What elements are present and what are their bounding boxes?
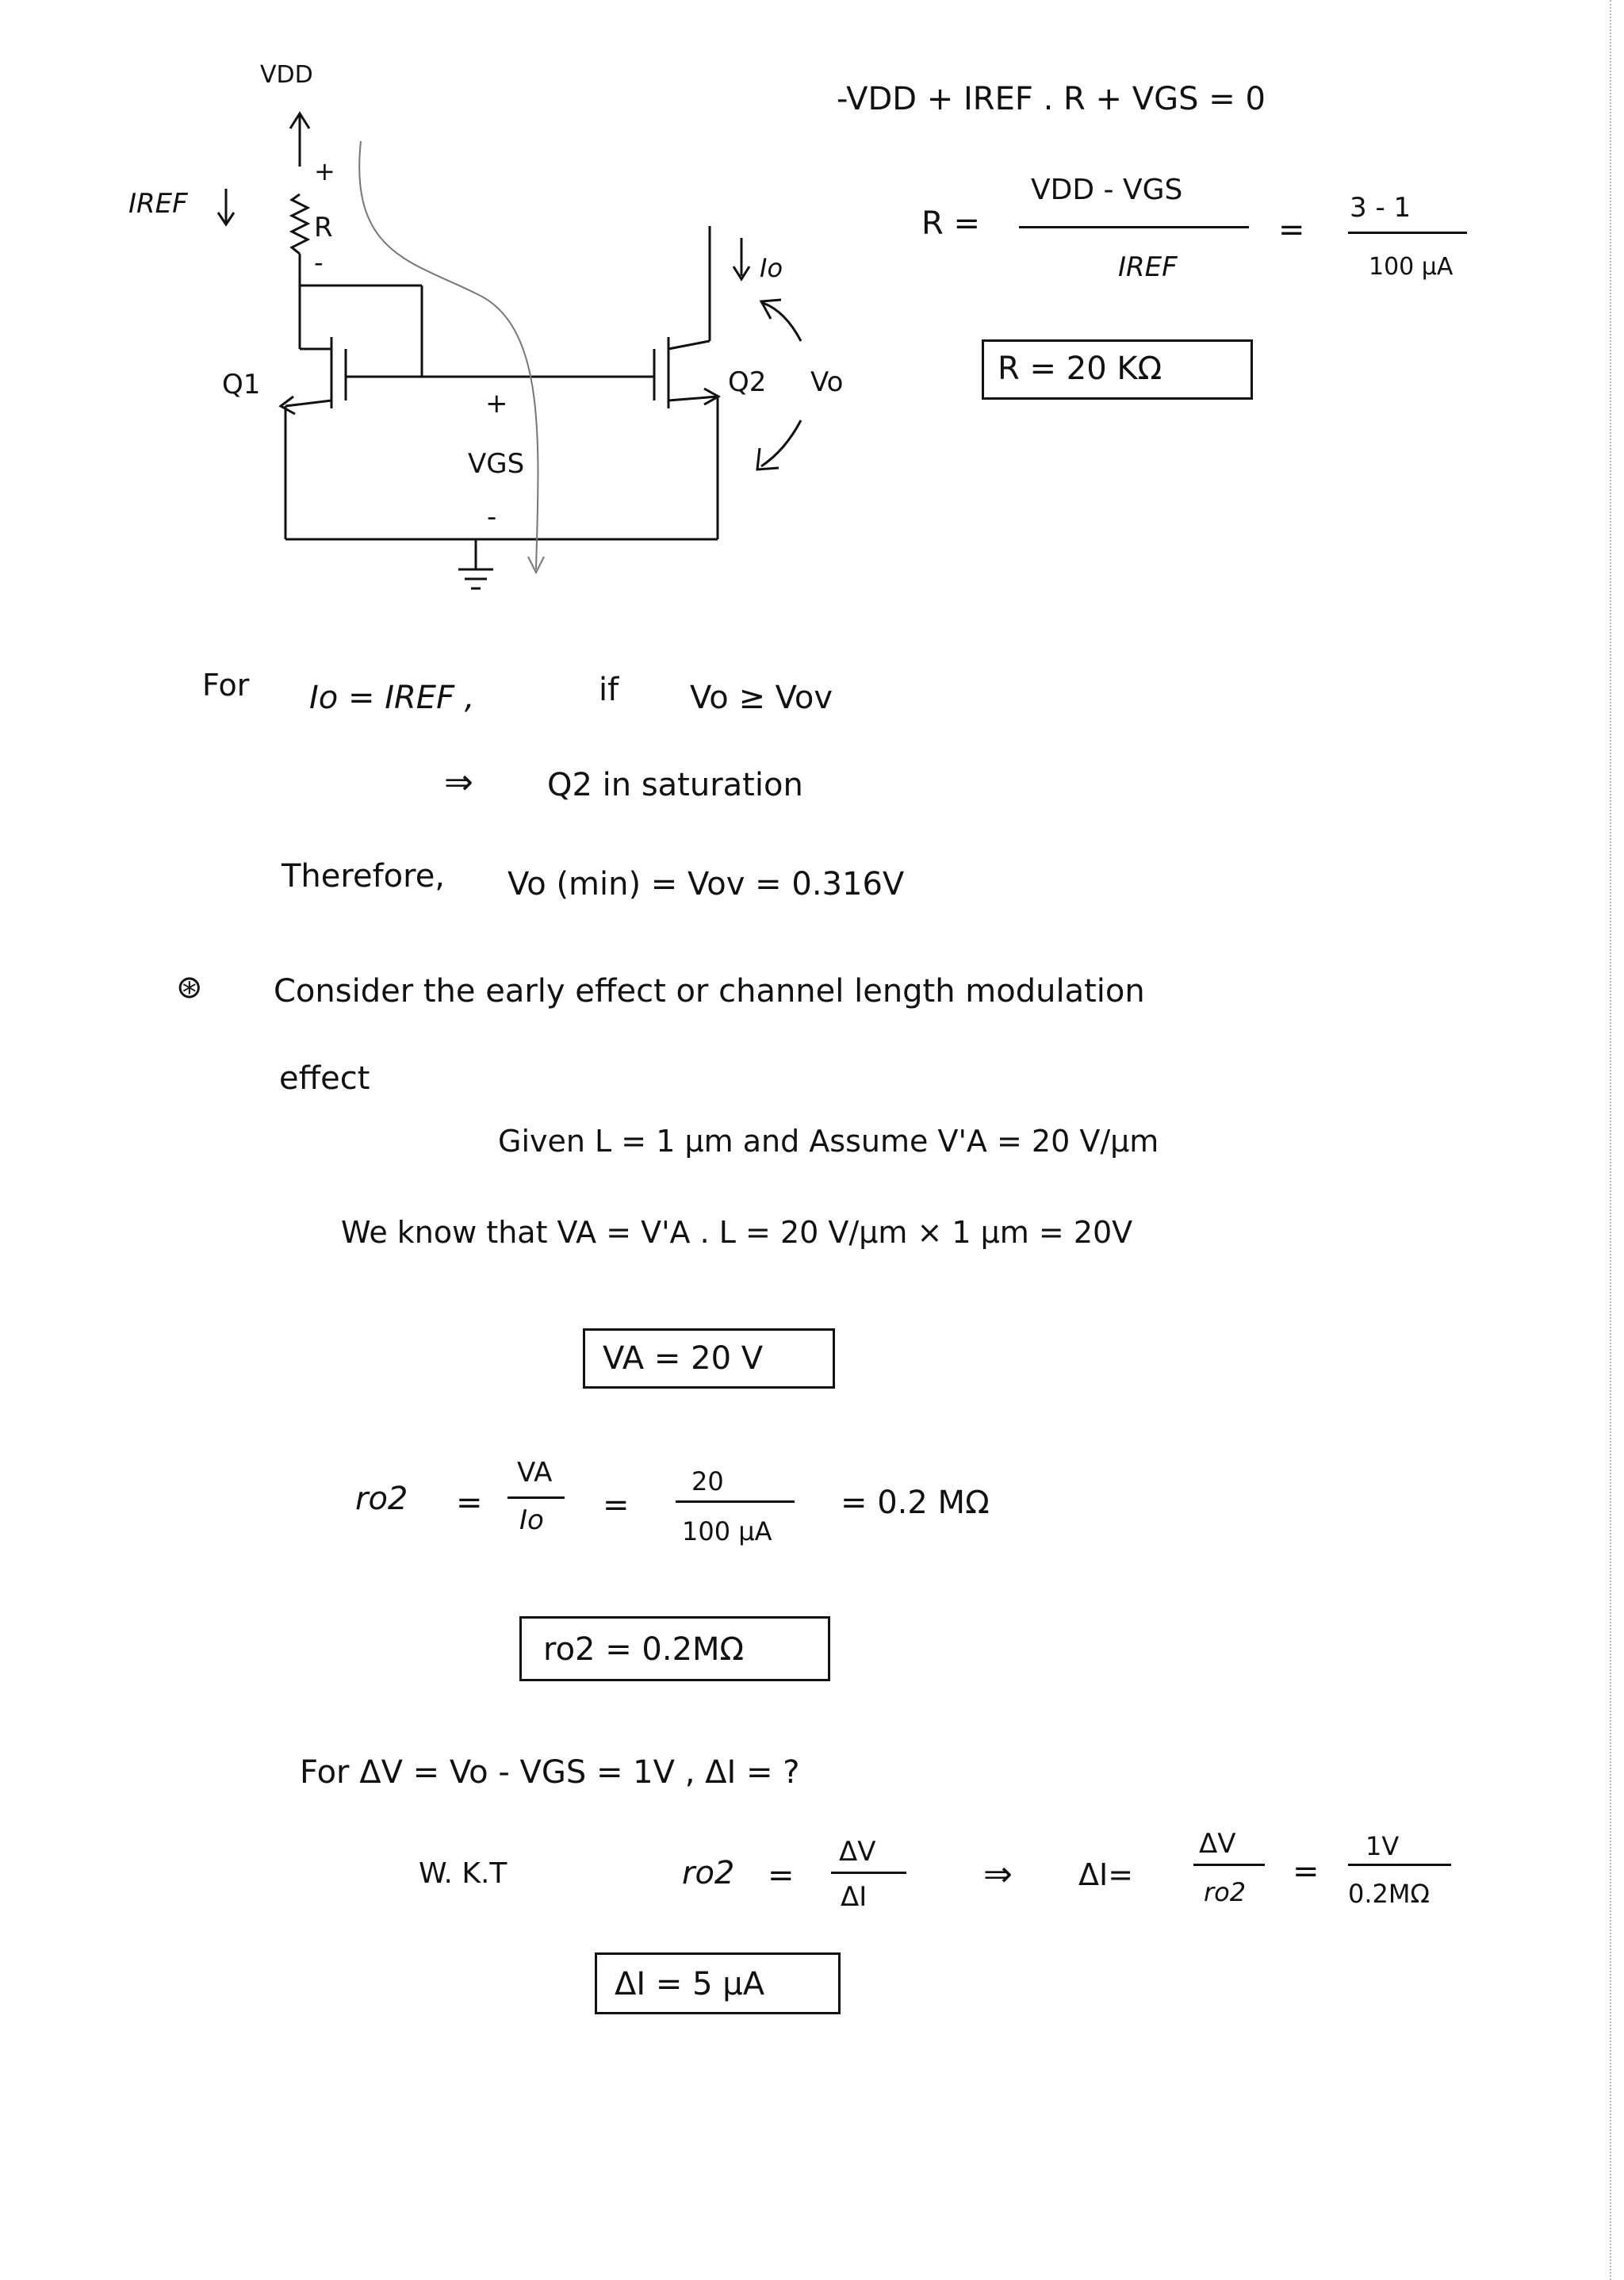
ro2-den-2: 100 μA bbox=[682, 1516, 772, 1546]
r-equation-denominator: IREF bbox=[1118, 251, 1178, 283]
therefore-label: Therefore, bbox=[282, 858, 446, 895]
di-result: ΔI = 5 μA bbox=[615, 1966, 765, 2002]
vo-ge-vov: Vo ≥ Vov bbox=[690, 680, 833, 716]
r-result: R = 20 KΩ bbox=[998, 351, 1162, 387]
ro2-lhs: ro2 bbox=[355, 1481, 408, 1517]
resistor-r bbox=[292, 194, 308, 254]
given-line: Given L = 1 μm and Assume V'A = 20 V/μm bbox=[498, 1124, 1159, 1159]
implies-arrow: ⇒ bbox=[444, 762, 473, 803]
va-result: VA = 20 V bbox=[603, 1340, 764, 1377]
r-equation-numerator: VDD - VGS bbox=[1031, 174, 1183, 206]
ro2-eq-1: = bbox=[456, 1485, 483, 1521]
io-equals-iref: Io = IREF , bbox=[309, 680, 475, 716]
delta-v-line: For ΔV = Vo - VGS = 1V , ΔI = ? bbox=[300, 1754, 800, 1791]
q1-label: Q1 bbox=[222, 369, 261, 400]
ro2-result: = 0.2 MΩ bbox=[841, 1485, 990, 1521]
ro2-fraction-bar-1 bbox=[508, 1496, 565, 1499]
wkt-den-di: ΔI bbox=[841, 1881, 868, 1913]
vo-label: Vo bbox=[810, 366, 844, 398]
minus-top-label: - bbox=[314, 247, 324, 278]
ro2-num-2: 20 bbox=[691, 1466, 724, 1496]
r-equation-fraction-bar bbox=[1019, 226, 1249, 228]
vgs-minus-label: - bbox=[487, 501, 497, 533]
plus-top-label: + bbox=[314, 156, 335, 186]
r-value-numerator: 3 - 1 bbox=[1350, 192, 1411, 224]
wkt-num-dv-2: ΔV bbox=[1199, 1828, 1236, 1860]
vgs-label: VGS bbox=[468, 448, 525, 480]
bullet-icon: ⊛ bbox=[176, 969, 203, 1006]
r-equation-lhs: R = bbox=[921, 205, 981, 242]
wkt-fraction-bar-3 bbox=[1348, 1864, 1451, 1866]
r-value-fraction-bar bbox=[1348, 232, 1467, 234]
for-label: For bbox=[202, 668, 250, 703]
iref-label: IREF bbox=[128, 188, 188, 220]
wkt-den-ro2: ro2 bbox=[1204, 1877, 1247, 1907]
current-path-curve bbox=[359, 141, 538, 569]
ro2-boxed-result: ro2 = 0.2MΩ bbox=[543, 1631, 745, 1668]
ro2-den-1: Io bbox=[519, 1504, 544, 1536]
ro2-eq-2: = bbox=[603, 1487, 630, 1523]
wkt-num-1v: 1V bbox=[1365, 1831, 1400, 1861]
we-know-line: We know that VA = V'A . L = 20 V/μm × 1 μm = 20V bbox=[341, 1215, 1133, 1250]
wkt-den-0-2m: 0.2MΩ bbox=[1348, 1879, 1430, 1909]
wkt-arrow: ⇒ bbox=[983, 1854, 1013, 1895]
kvl-equation: -VDD + IREF . R + VGS = 0 bbox=[837, 81, 1266, 117]
wkt-ro2: ro2 bbox=[682, 1855, 735, 1891]
if-label: if bbox=[599, 672, 619, 708]
r-equation-equals: = bbox=[1278, 212, 1305, 248]
vgs-plus-label: + bbox=[485, 388, 508, 420]
wkt-fraction-bar-1 bbox=[831, 1872, 906, 1874]
r-label: R bbox=[314, 212, 333, 243]
q2-saturation: Q2 in saturation bbox=[547, 767, 803, 803]
vo-min-expression: Vo (min) = Vov = 0.316V bbox=[508, 866, 905, 902]
wkt-num-dv: ΔV bbox=[839, 1836, 876, 1868]
consider-line-2: effect bbox=[279, 1060, 370, 1097]
io-label: Io bbox=[760, 253, 783, 283]
scan-edge-line bbox=[1610, 0, 1611, 2280]
q2-label: Q2 bbox=[728, 366, 767, 398]
wkt-eq: = bbox=[768, 1857, 795, 1894]
wkt-label: W. K.T bbox=[419, 1857, 508, 1890]
vdd-label: VDD bbox=[260, 61, 313, 89]
wkt-eq-2: = bbox=[1293, 1853, 1320, 1890]
r-value-denominator: 100 μA bbox=[1369, 253, 1454, 281]
ro2-fraction-bar-2 bbox=[676, 1500, 795, 1503]
consider-line-1: Consider the early effect or channel length modulation bbox=[274, 973, 1145, 1010]
wkt-fraction-bar-2 bbox=[1193, 1864, 1265, 1866]
ro2-num-1: VA bbox=[517, 1457, 553, 1489]
wkt-di-lhs: ΔI= bbox=[1078, 1857, 1134, 1892]
